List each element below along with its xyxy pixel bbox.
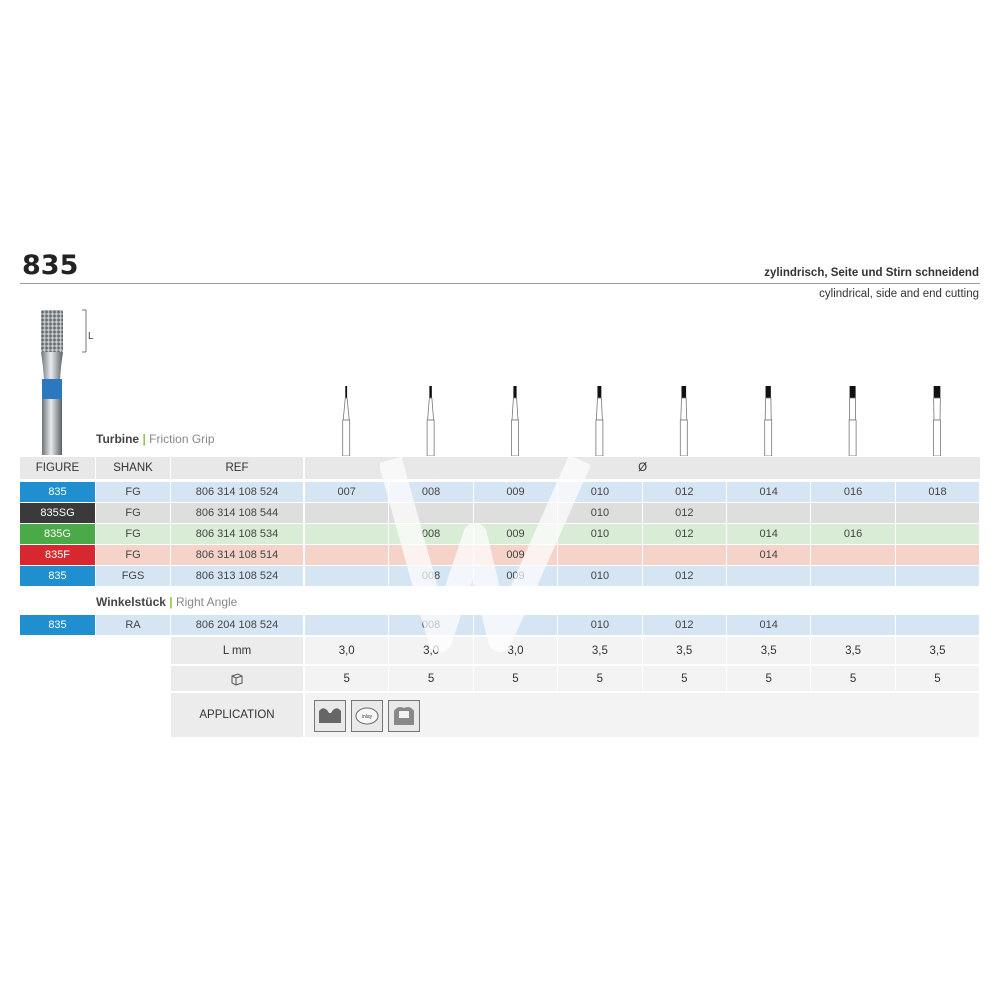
size-cell: 007 <box>305 482 388 502</box>
size-cell: 014 <box>727 482 810 502</box>
figure-badge: 835 <box>20 566 95 586</box>
shank-cell: FG <box>96 545 170 565</box>
length-marker: L <box>88 331 94 342</box>
section-right-angle-de: Winkelstück <box>96 595 166 609</box>
section-separator: | <box>142 432 146 446</box>
pack-quantity: 5 <box>643 666 726 691</box>
size-cell: 012 <box>643 615 726 635</box>
subtitle-english: cylindrical, side and end cutting <box>819 288 979 300</box>
blank-cell <box>20 637 95 664</box>
header-figure: FIGURE <box>20 457 95 479</box>
size-cell <box>896 615 979 635</box>
ref-cell: 806 314 108 514 <box>171 545 303 565</box>
size-cell <box>643 545 726 565</box>
size-cell: 009 <box>474 482 557 502</box>
figure-badge: 835 <box>20 482 95 502</box>
size-cell: 010 <box>558 615 641 635</box>
length-label: L mm <box>171 637 303 664</box>
svg-text:inlay: inlay <box>361 714 373 720</box>
figure-badge: 835F <box>20 545 95 565</box>
length-value: 3,0 <box>389 637 472 664</box>
size-cell: 014 <box>727 524 810 544</box>
ref-cell: 806 313 108 524 <box>171 566 303 586</box>
section-turbine <box>96 432 215 446</box>
size-cell: 012 <box>643 524 726 544</box>
length-value: 3,5 <box>558 637 641 664</box>
bur-silhouette <box>680 386 687 456</box>
size-cell <box>811 566 894 586</box>
size-cell: 012 <box>643 566 726 586</box>
size-cell: 009 <box>474 566 557 586</box>
pack-quantity: 5 <box>727 666 810 691</box>
bur-illustration <box>30 295 110 455</box>
size-cell: 018 <box>896 482 979 502</box>
shank-cell: FG <box>96 482 170 502</box>
pack-quantity: 5 <box>389 666 472 691</box>
size-cell: 009 <box>474 524 557 544</box>
size-cell <box>305 524 388 544</box>
header-ref: REF <box>171 457 303 479</box>
title-divider <box>20 283 980 284</box>
bur-silhouette <box>765 386 772 456</box>
size-cell <box>305 503 388 523</box>
size-cell <box>811 503 894 523</box>
size-cell: 010 <box>558 524 641 544</box>
header-shank: SHANK <box>96 457 170 479</box>
size-cell: 010 <box>558 566 641 586</box>
section-turbine-de: Turbine <box>96 432 140 446</box>
size-cell <box>896 566 979 586</box>
shank-cell: FG <box>96 503 170 523</box>
crown-preparation-icon <box>314 700 346 732</box>
package-icon <box>171 666 303 691</box>
figure-badge: 835 <box>20 615 95 635</box>
bur-silhouette <box>849 386 856 456</box>
ref-cell: 806 314 108 534 <box>171 524 303 544</box>
bur-silhouette <box>343 386 350 456</box>
section-separator: | <box>169 595 173 609</box>
size-cell: 016 <box>811 524 894 544</box>
size-cell <box>896 524 979 544</box>
length-value: 3,5 <box>811 637 894 664</box>
watermark-logo <box>380 455 600 655</box>
pack-quantity: 5 <box>305 666 388 691</box>
pack-quantity: 5 <box>474 666 557 691</box>
section-right-angle <box>96 595 237 609</box>
size-cell <box>305 545 388 565</box>
figure-badge: 835G <box>20 524 95 544</box>
size-cell: 014 <box>727 615 810 635</box>
pack-quantity: 5 <box>896 666 979 691</box>
shank-cell: FGS <box>96 566 170 586</box>
subtitle-german: zylindrisch, Seite und Stirn schneidend <box>764 267 979 279</box>
size-cell <box>811 545 894 565</box>
length-value: 3,5 <box>643 637 726 664</box>
size-cell: 012 <box>643 482 726 502</box>
size-cell: 010 <box>558 503 641 523</box>
size-cell <box>727 503 810 523</box>
bur-silhouette <box>596 386 603 456</box>
ref-cell: 806 204 108 524 <box>171 615 303 635</box>
size-cell: 012 <box>643 503 726 523</box>
length-value: 3,0 <box>305 637 388 664</box>
application-label: APPLICATION <box>171 693 303 737</box>
size-cell <box>811 615 894 635</box>
section-right-angle-en: Right Angle <box>175 595 238 609</box>
pack-quantity: 5 <box>558 666 641 691</box>
length-value: 3,0 <box>474 637 557 664</box>
size-cell <box>305 566 388 586</box>
ref-cell: 806 314 108 544 <box>171 503 303 523</box>
ref-cell: 806 314 108 524 <box>171 482 303 502</box>
size-cell: 008 <box>389 482 472 502</box>
shank-cell: RA <box>96 615 170 635</box>
size-cell: 008 <box>389 566 472 586</box>
length-value: 3,5 <box>727 637 810 664</box>
size-cell <box>896 545 979 565</box>
shank-cell: FG <box>96 524 170 544</box>
product-title: 835 <box>22 250 79 281</box>
figure-badge: 835SG <box>20 503 95 523</box>
tooth-cavity-icon <box>388 700 420 732</box>
bur-silhouette <box>427 386 434 456</box>
header-diameter: Ø <box>305 457 980 479</box>
size-cell: 010 <box>558 482 641 502</box>
size-cell: 009 <box>474 545 557 565</box>
size-cell <box>727 566 810 586</box>
size-cell: 008 <box>389 524 472 544</box>
size-cell: 016 <box>811 482 894 502</box>
pack-quantity: 5 <box>811 666 894 691</box>
bur-size-silhouettes <box>304 380 980 456</box>
size-cell: 014 <box>727 545 810 565</box>
bur-silhouette <box>934 386 941 456</box>
size-cell: 008 <box>389 615 472 635</box>
inlay-preparation-icon <box>351 700 383 732</box>
size-cell <box>896 503 979 523</box>
section-turbine-en: Friction Grip <box>149 432 215 446</box>
length-value: 3,5 <box>896 637 979 664</box>
bur-silhouette <box>512 386 519 456</box>
size-cell <box>305 615 388 635</box>
